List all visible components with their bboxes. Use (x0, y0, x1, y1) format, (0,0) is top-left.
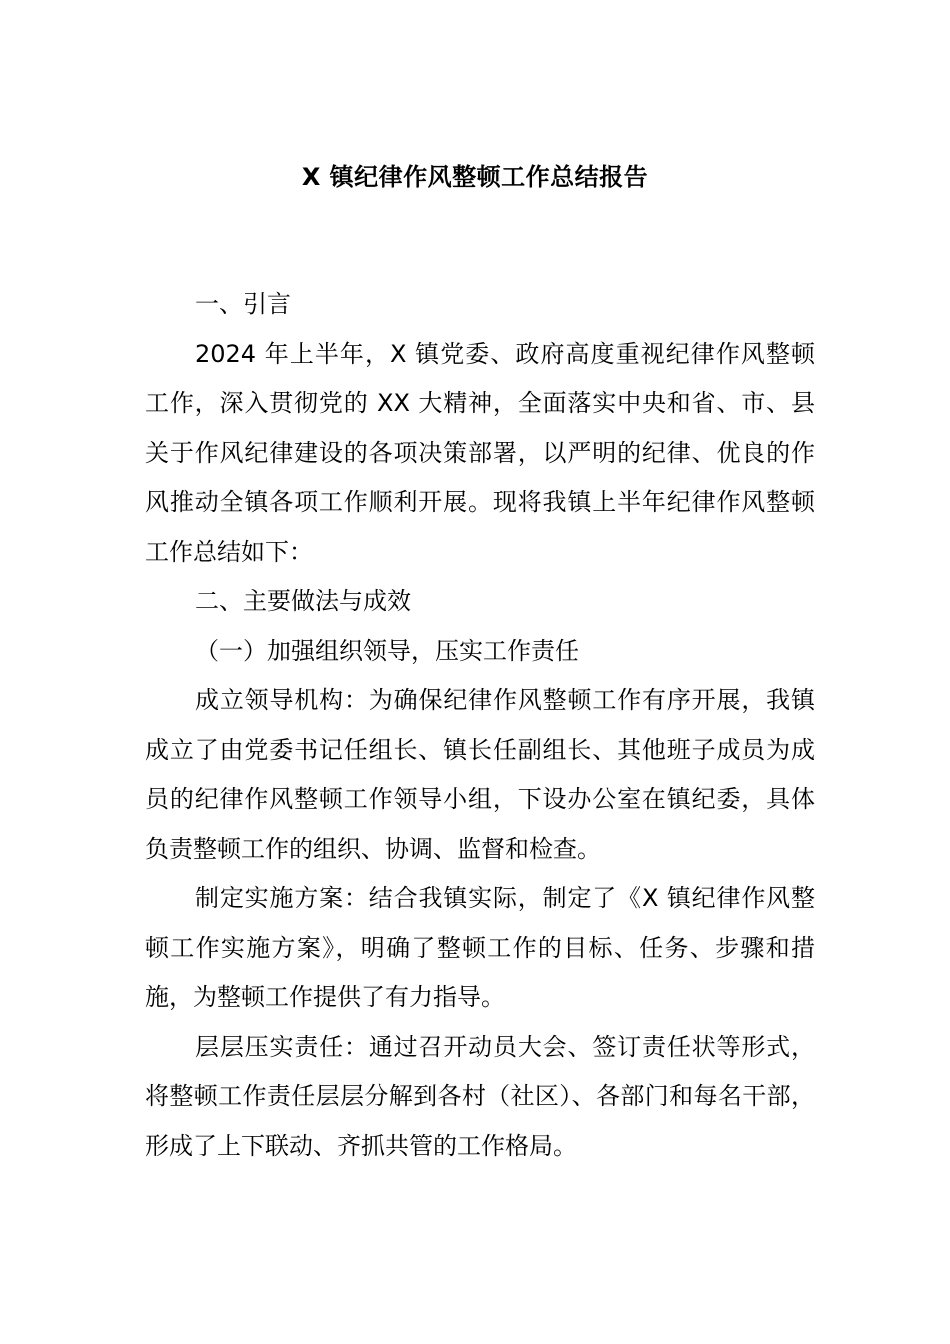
section-heading-introduction: 一、引言 (195, 290, 291, 318)
paragraph-responsibility: 层层压实责任：通过召开动员大会、签订责任状等形式，将整顿工作责任层层分解到各村（社区）、各部门和每名干部，形成了上下联动、齐抓共管的工作格局。 (145, 1032, 815, 1160)
section-heading-main-measures: 二、主要做法与成效 (195, 587, 411, 615)
document-body (145, 280, 815, 1171)
document-title: X 镇纪律作风整顿工作总结报告 (301, 163, 649, 191)
paragraph-introduction: 2024 年上半年，X 镇党委、政府高度重视纪律作风整顿工作，深入贯彻党的 XX 大精神，全面落实中央和省、市、县关于作风纪律建设的各项决策部署，以严明的纪律、优良的作风推动全镇各项工作顺利开展。现将我镇上半年纪律作风整顿工作总结如下： (145, 339, 815, 566)
paragraph-implementation-plan: 制定实施方案：结合我镇实际，制定了《X 镇纪律作风整顿工作实施方案》，明确了整顿工作的目标、任务、步骤和措施，为整顿工作提供了有力指导。 (145, 884, 815, 1011)
paragraph-leadership-body: 成立领导机构：为确保纪律作风整顿工作有序开展，我镇成立了由党委书记任组长、镇长任副组长、其他班子成员为成员的纪律作风整顿工作领导小组，下设办公室在镇纪委，具体负责整顿工作的组织、协调、监督和检查。 (145, 686, 815, 863)
subsection-heading-organization: （一）加强组织领导，压实工作责任 (195, 636, 579, 665)
